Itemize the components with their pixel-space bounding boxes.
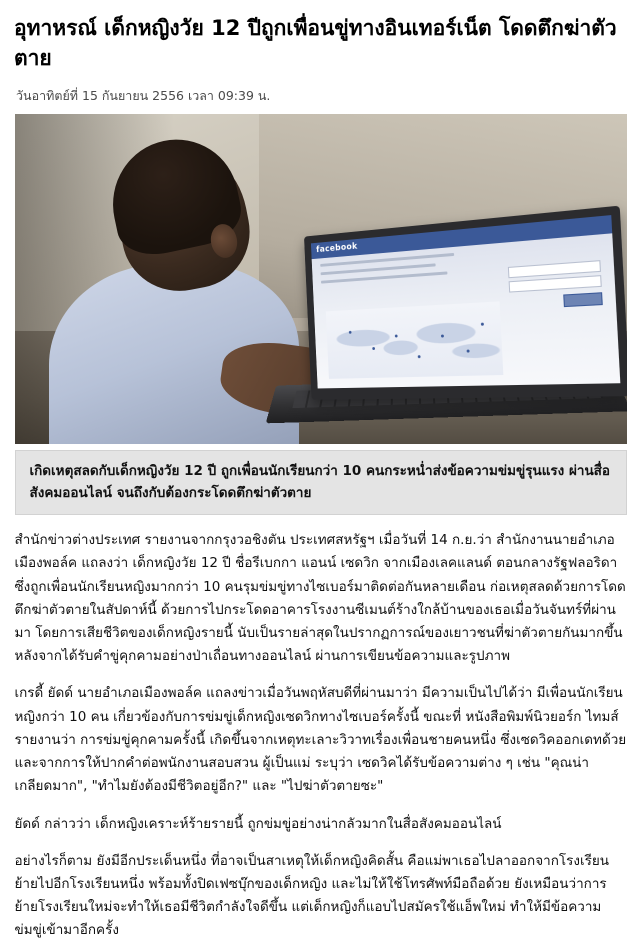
- article-paragraph: เกรดี้ ยัดด์ นายอำเภอเมืองพอล์ค แถลงข่าวเมื่อวันพฤหัสบดีที่ผ่านมาว่า มีความเป็นไปได้ว่า มีเพื่อนนักเรียนหญิงกว่า 10 คน เกี่ยวข้องกับการข่มขู่เด็กหญิงเซดวิกทางไซเบอร์ครั้งนี้ ขณะที่ หนังสือพิมพ์นิวยอร์ก ไทมส์ รายงานว่า การข่มขู่คุกคามครั้งนี้ เกิดขึ้นจากเหตุทะเลาะวิวาทเรื่องเพื่อนชายคนหนึ่ง ซึ่งเซดวิคออกเดทด้วย และจากการให้ปากคำต่อพนักงานสอบสวน ผู้เป็นแม่ ระบุว่า เซดวิคได้รับข้อความต่าง ๆ เช่น "คุณน่าเกลียดมาก", "ทำไมยังต้องมีชีวิตอยู่อีก?" และ "ไปฆ่าตัวตายซะ": [14, 685, 627, 795]
- photo-caption: [15, 450, 627, 516]
- article-photo: [15, 114, 627, 444]
- article-body: [15, 529, 627, 943]
- facebook-page-body: [311, 233, 620, 388]
- article-paragraph: อย่างไรก็ตาม ยังมีอีกประเด็นหนึ่ง ที่อาจเป็นสาเหตุให้เด็กหญิงคิดสั้น คือแม่พาเธอไปลาออกจากโรงเรียน ย้ายไปอีกโรงเรียนหนึ่ง พร้อมทั้งปิดเฟซบุ๊กของเด็กหญิง และไม่ให้ใช้โทรศัพท์มือถือด้วย ยังเหมือนว่าการย้ายโรงเรียนใหม่จะทำให้เธอมีชีวิตกำลังใจดีขึ้น แต่เด็กหญิงก็แอบไปสมัครใช้แอ็พใหม่ ทำให้มีข้อความข่มขู่เข้ามาอีกครั้ง: [14, 852, 609, 939]
- article-dateline: วันอาทิตย์ที่ 15 กันยายน 2556 เวลา 09:39 น.: [16, 87, 271, 103]
- browser-viewport: [310, 215, 619, 388]
- article-paragraph: สำนักข่าวต่างประเทศ รายงานจากกรุงวอชิงตัน ประเทศสหรัฐฯ เมื่อวันที่ 14 ก.ย.ว่า สำนักงานนายอำเภอเมืองพอล์ค แถลงว่า เด็กหญิงวัย 12 ปี ชื่อรีเบกกา แอนน์ เซดวิก จากเมืองเลคแลนด์ ตอนกลางรัฐฟลอริดา ซึ่งถูกเพื่อนนักเรียนหญิงมากกว่า 10 คนรุมข่มขู่ทางไซเบอร์มาติดต่อกันหลายเดือน ก่อเหตุสลดด้วยการโดดตึกฆ่าตัวตายในสัปดาห์นี้ ด้วยการไปกระโดดอาคารโรงงานซีเมนต์ร้างใกล้บ้านของเธอเมื่อวันจันทร์ที่ผ่านมา โดยการเสียชีวิตของเด็กหญิงรายนี้ นับเป็นรายล่าสุดในปรากฏการณ์ของเยาวชนที่ฆ่าตัวตายกันมากขึ้น หลังจากได้รับคำขู่คุกคามอย่างป่าเถื่อนทางออนไลน์ ผ่านการเขียนข้อความและรูปภาพ: [14, 532, 626, 665]
- photo-caption-text: เกิดเหตุสลดกับเด็กหญิงวัย 12 ปี ถูกเพื่อนนักเรียนกว่า 10 คนกระหน่ำส่งข้อความข่มขู่รุนแรง ผ่านสื่อสังคมออนไลน์ จนถึงกับต้องกระโดดตึกฆ่าตัวตาย: [29, 462, 611, 501]
- article-paragraph: ยัดด์ กล่าวว่า เด็กหญิงเคราะห์ร้ายรายนี้ ถูกข่มขู่อย่างน่ากลัวมากในสื่อสังคมออนไลน์: [14, 815, 502, 832]
- photo-background: [15, 114, 627, 444]
- world-map-graphic: [325, 301, 503, 379]
- laptop-screen: [304, 205, 627, 399]
- page-title: อุทาหรณ์ เด็กหญิงวัย 12 ปีถูกเพื่อนขู่ทางอินเทอร์เน็ต โดดตึกฆ่าตัวตาย: [14, 16, 617, 70]
- facebook-logo: facebook: [310, 215, 611, 259]
- login-password-field[interactable]: [508, 275, 601, 292]
- login-button[interactable]: [563, 292, 603, 307]
